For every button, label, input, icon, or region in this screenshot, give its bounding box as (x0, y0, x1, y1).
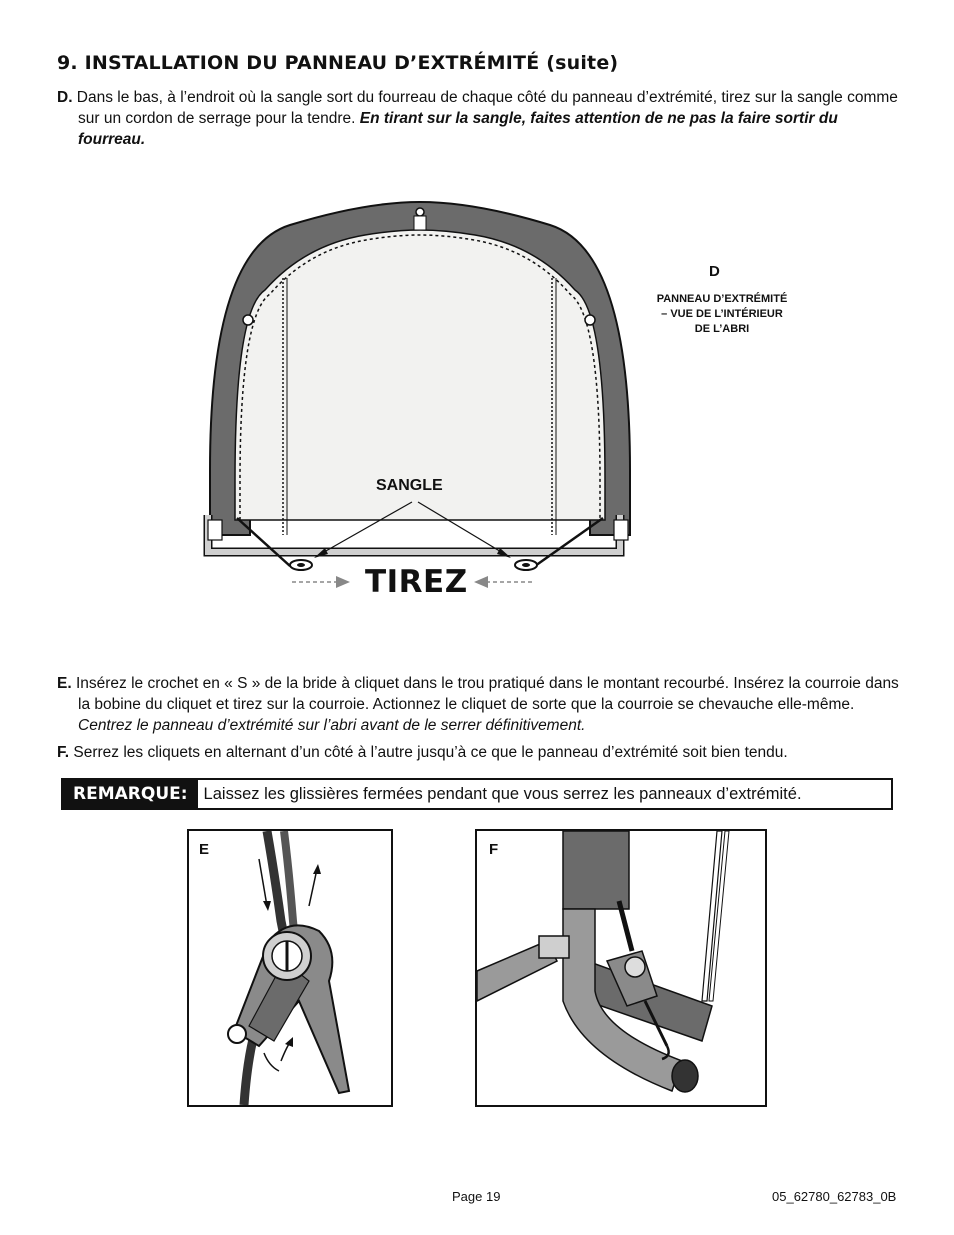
figure-e-panel (187, 829, 393, 1107)
step-e-letter: E. (57, 675, 72, 692)
step-e-emphasis: Centrez le panneau d’extrémité sur l’abri avant de le serrer définitivement. (78, 717, 586, 734)
figure-e-letter: E (199, 841, 210, 858)
note-text: Laissez les glissières fermées pendant que vous serrez les panneaux d’extrémité. (203, 784, 802, 803)
ratchet-illustration (189, 831, 391, 1105)
step-d-emphasis: En tirant sur la sangle, faites attention de ne pas la faire sortir du fourreau. (78, 110, 838, 148)
figure-d-caption (632, 292, 812, 337)
step-f-letter: F. (57, 744, 70, 761)
step-d-text: Dans le bas, à l’endroit où la sangle sort du fourreau de chaque côté du panneau d’extrémité, tirez sur la sangle comme sur un cordon de serrage pour la tendre. (72, 89, 898, 127)
figure-f-letter: F (489, 841, 499, 858)
figure-d-illustration (190, 190, 650, 610)
step-e-text: Insérez le crochet en « S » de la bride à cliquet dans le trou pratiqué dans le montant recourbé. Insérez la courroie dans la bobine du cliquet et tirez sur la courroie. Actionnez le cliquet de sorte que la courroie se chevauche elle-même. (71, 675, 899, 713)
step-d (57, 87, 908, 150)
caption-line-3: DE L’ABRI (694, 323, 750, 335)
step-d-letter: D. (57, 89, 73, 106)
figure-d-letter: D (709, 263, 720, 280)
section-title: 9. INSTALLATION DU PANNEAU D’EXTRÉMITÉ (suite) (57, 52, 619, 74)
figure-f-panel (475, 829, 767, 1107)
caption-line-2: – VUE DE L’INTÉRIEUR (661, 308, 783, 320)
note-label: REMARQUE: (63, 780, 198, 808)
document-code: 05_62780_62783_0B (772, 1189, 897, 1204)
step-e (57, 673, 908, 736)
step-f (57, 742, 887, 763)
step-f-text: Serrez les cliquets en alternant d’un côté à l’autre jusqu’à ce que le panneau d’extrémité soit bien tendu. (69, 744, 788, 761)
note-box (61, 778, 893, 810)
pull-label: TIREZ (365, 564, 468, 600)
page-number: Page 19 (452, 1189, 501, 1204)
caption-line-1: PANNEAU D’EXTRÉMITÉ (656, 293, 788, 305)
strap-label: SANGLE (376, 477, 443, 494)
ratchet-install-illustration (477, 831, 765, 1105)
